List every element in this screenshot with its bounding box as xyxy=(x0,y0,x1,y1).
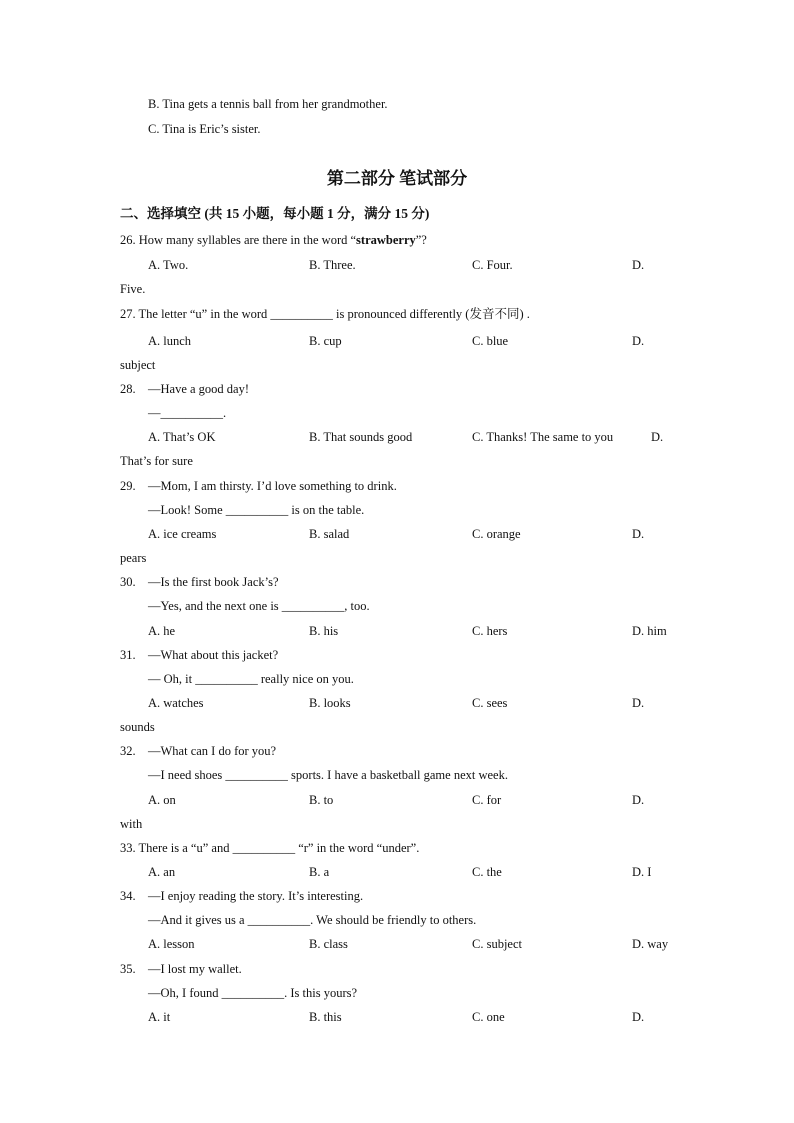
q29-number: 29. xyxy=(120,479,136,493)
q29-option-c[interactable]: C. orange xyxy=(472,527,521,541)
q26-option-d-text: Five. xyxy=(120,282,146,296)
q31-option-c[interactable]: C. sees xyxy=(472,696,508,710)
q26-stem-post: ”? xyxy=(415,233,427,247)
q31-option-b[interactable]: B. looks xyxy=(309,696,351,710)
q31-option-d[interactable]: D. xyxy=(632,696,645,710)
q35-option-d[interactable]: D. xyxy=(632,1010,645,1024)
q32-number: 32. xyxy=(120,744,136,758)
q34-line-2: —And it gives us a __________. We should be friendly to others. xyxy=(148,913,477,927)
q26-keyword: strawberry xyxy=(356,233,416,247)
q28-option-d-text: That’s for sure xyxy=(120,454,193,468)
q29-line-1: —Mom, I am thirsty. I’d love something to drink. xyxy=(148,479,397,493)
q27-option-d[interactable]: D. xyxy=(632,334,645,348)
q28-option-a[interactable]: A. That’s OK xyxy=(148,430,216,444)
q31-number: 31. xyxy=(120,648,136,662)
q26-stem-pre: 26. How many syllables are there in the word “ xyxy=(120,233,357,247)
q30-option-a[interactable]: A. he xyxy=(148,624,176,638)
q28-line-2: —__________. xyxy=(148,406,227,420)
q28-option-b[interactable]: B. That sounds good xyxy=(309,430,413,444)
q32-line-1: —What can I do for you? xyxy=(148,744,277,758)
q32-option-c[interactable]: C. for xyxy=(472,793,502,807)
q34-line-1: —I enjoy reading the story. It’s interesting. xyxy=(148,889,364,903)
q30-option-d[interactable]: D. him xyxy=(632,624,667,638)
section-title: 第二部分 笔试部分 xyxy=(326,169,468,188)
q26-option-a[interactable]: A. Two. xyxy=(148,258,189,272)
q32-option-a[interactable]: A. on xyxy=(148,793,176,807)
q28-line-1: —Have a good day! xyxy=(148,382,250,396)
q34-option-b[interactable]: B. class xyxy=(309,937,348,951)
q31-line-1: —What about this jacket? xyxy=(148,648,279,662)
q32-option-d-text: with xyxy=(120,817,143,831)
q31-line-2: — Oh, it __________ really nice on you. xyxy=(148,672,354,686)
q27-option-a[interactable]: A. lunch xyxy=(148,334,192,348)
q28-option-d[interactable]: D. xyxy=(651,430,664,444)
q28-option-c[interactable]: C. Thanks! The same to you xyxy=(472,430,614,444)
q31-option-a[interactable]: A. watches xyxy=(148,696,204,710)
carryover-option-b: B. Tina gets a tennis ball from her grandmother. xyxy=(148,97,388,111)
q29-option-b[interactable]: B. salad xyxy=(309,527,350,541)
q35-option-a[interactable]: A. it xyxy=(148,1010,171,1024)
q26-option-d[interactable]: D. xyxy=(632,258,645,272)
q29-line-2: —Look! Some __________ is on the table. xyxy=(148,503,365,517)
q34-number: 34. xyxy=(120,889,136,903)
q33-option-c[interactable]: C. the xyxy=(472,865,502,879)
q33-option-d[interactable]: D. I xyxy=(632,865,652,879)
subsection-title: 二、选择填空 (共 15 小题，每小题 1 分，满分 15 分) xyxy=(120,206,430,221)
carryover-option-c: C. Tina is Eric’s sister. xyxy=(148,122,261,136)
q29-option-d-text: pears xyxy=(120,551,147,565)
q32-option-b[interactable]: B. to xyxy=(309,793,334,807)
q35-option-c[interactable]: C. one xyxy=(472,1010,505,1024)
q31-option-d-text: sounds xyxy=(120,720,155,734)
q28-number: 28. xyxy=(120,382,136,396)
q26-option-c[interactable]: C. Four. xyxy=(472,258,513,272)
q27-option-b[interactable]: B. cup xyxy=(309,334,342,348)
q27-stem: 27. The letter “u” in the word __________ is pronounced differently (发音不同) . xyxy=(120,307,530,321)
q27-option-d-text: subject xyxy=(120,358,156,372)
q35-line-2: —Oh, I found __________. Is this yours? xyxy=(148,986,358,1000)
q26-stem xyxy=(120,232,427,248)
q35-line-1: —I lost my wallet. xyxy=(148,962,242,976)
q26-option-b[interactable]: B. Three. xyxy=(309,258,356,272)
q30-line-1: —Is the first book Jack’s? xyxy=(148,575,279,589)
q33-option-a[interactable]: A. an xyxy=(148,865,176,879)
q30-line-2: —Yes, and the next one is __________, too. xyxy=(148,599,370,613)
q30-option-c[interactable]: C. hers xyxy=(472,624,508,638)
q29-option-d[interactable]: D. xyxy=(632,527,645,541)
q34-option-a[interactable]: A. lesson xyxy=(148,937,195,951)
q30-option-b[interactable]: B. his xyxy=(309,624,339,638)
q30-number: 30. xyxy=(120,575,136,589)
q35-number: 35. xyxy=(120,962,136,976)
q32-option-d[interactable]: D. xyxy=(632,793,645,807)
q32-line-2: —I need shoes __________ sports. I have a basketball game next week. xyxy=(148,768,508,782)
q34-option-c[interactable]: C. subject xyxy=(472,937,522,951)
q29-option-a[interactable]: A. ice creams xyxy=(148,527,217,541)
q33-option-b[interactable]: B. a xyxy=(309,865,330,879)
q34-option-d[interactable]: D. way xyxy=(632,937,669,951)
q35-option-b[interactable]: B. this xyxy=(309,1010,342,1024)
q27-option-c[interactable]: C. blue xyxy=(472,334,509,348)
q33-stem: 33. There is a “u” and __________ “r” in the word “under”. xyxy=(120,841,420,855)
